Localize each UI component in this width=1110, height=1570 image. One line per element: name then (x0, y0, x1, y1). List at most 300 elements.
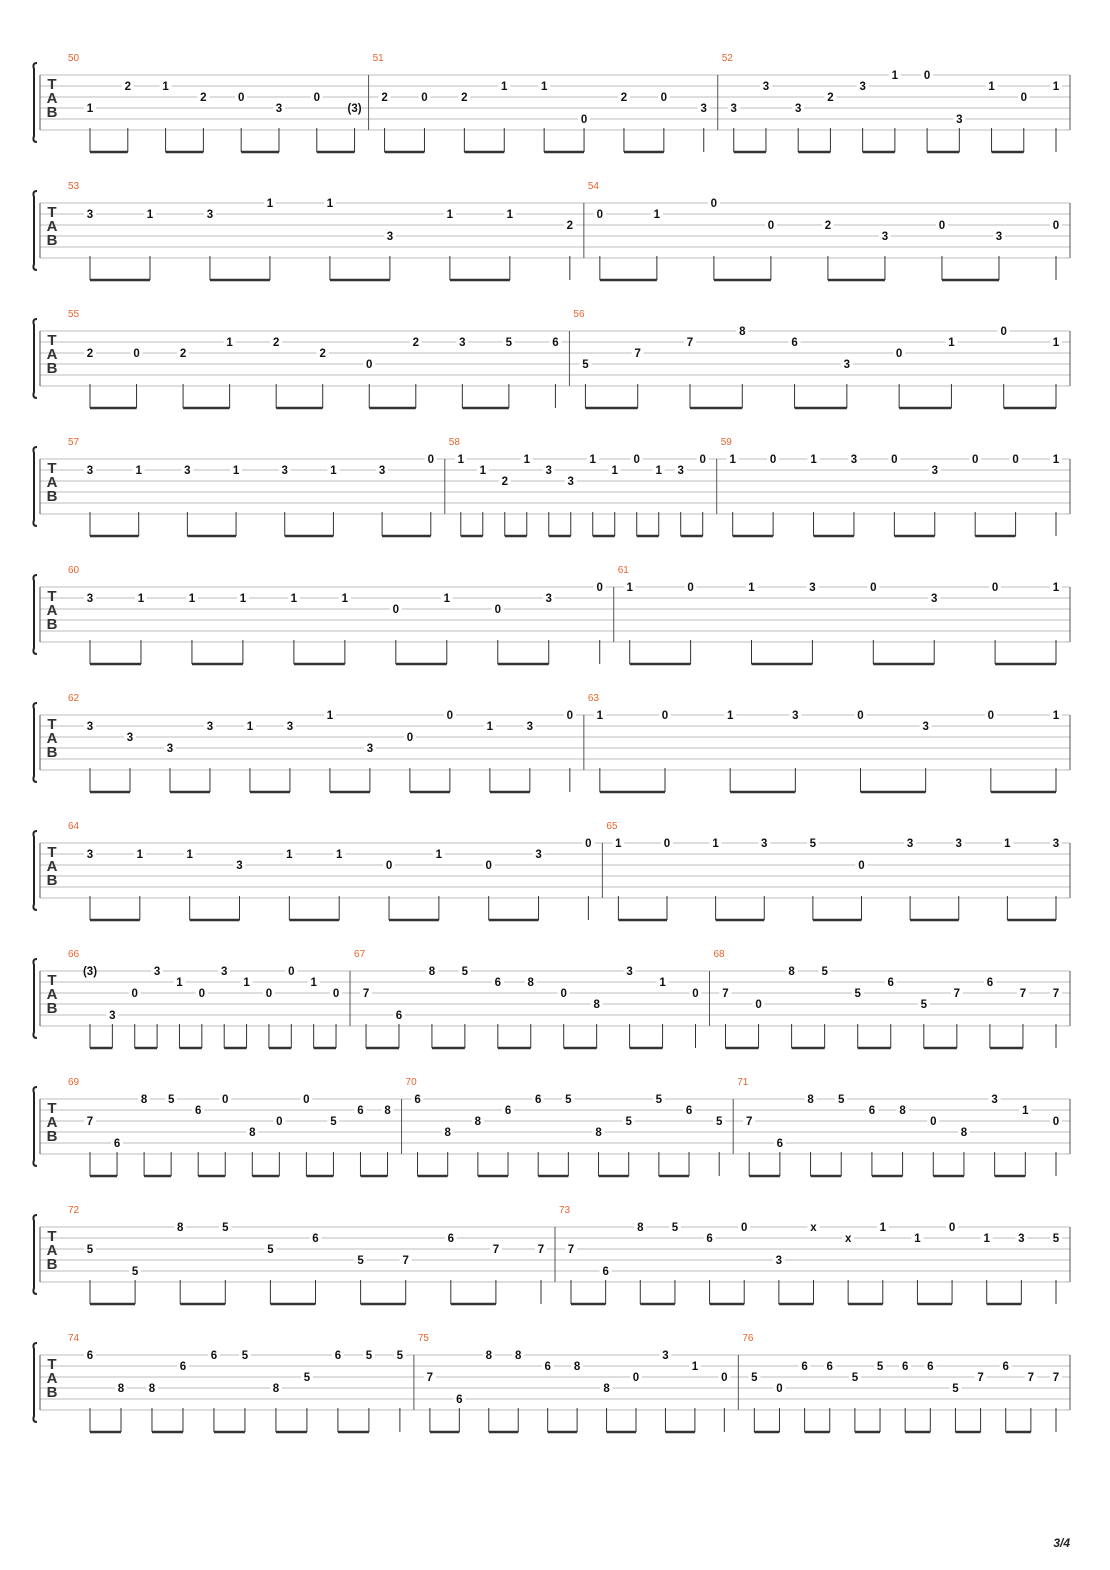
system-bracket (33, 575, 37, 654)
fret-number: 1 (879, 1222, 886, 1234)
fret-number: 3 (366, 743, 374, 755)
tab-clef-letter: A (46, 90, 58, 107)
tab-clef-letter: B (46, 744, 58, 761)
fret-number: 5 (365, 1350, 373, 1362)
fret-number: 1 (810, 454, 817, 466)
fret-number: 5 (671, 1222, 679, 1234)
fret-number: 5 (330, 1116, 337, 1128)
fret-number: 1 (330, 465, 337, 477)
fret-number: 0 (131, 988, 138, 1000)
tab-clef-letter: B (46, 488, 58, 505)
tab-clef-letter: T (47, 588, 57, 605)
fret-number: 6 (312, 1233, 319, 1245)
fret-number: 0 (265, 988, 273, 1000)
tab-clef-letter: T (47, 76, 57, 93)
fret-number: 3 (1018, 1233, 1025, 1245)
fret-number: 3 (567, 476, 574, 488)
fret-number: 0 (585, 838, 592, 850)
fret-number: 1 (506, 209, 514, 221)
fret-number: 8 (595, 1127, 602, 1139)
fret-number: 1 (1022, 1105, 1029, 1117)
fret-number: 1 (457, 454, 464, 466)
fret-number: 3 (86, 465, 94, 477)
measure-number: 58 (448, 437, 460, 448)
fret-number: 0 (930, 1116, 937, 1128)
fret-number: x (810, 1222, 817, 1234)
fret-number: 0 (237, 92, 245, 104)
fret-number: 3 (275, 103, 283, 115)
fret-number: 5 (565, 1094, 572, 1106)
fret-number: 1 (712, 838, 719, 850)
measure-number: 56 (573, 309, 585, 320)
fret-number: 7 (1052, 1372, 1060, 1384)
fret-number: 8 (140, 1094, 148, 1106)
fret-number: 0 (406, 732, 414, 744)
fret-number: 1 (540, 81, 548, 93)
fret-number: 0 (198, 988, 206, 1000)
fret-number: 5 (357, 1255, 364, 1267)
system-bracket (33, 1087, 37, 1166)
tab-clef-letter: A (46, 1242, 58, 1259)
fret-number: 3 (662, 1350, 669, 1362)
fret-number: 0 (288, 966, 295, 978)
measure-number: 50 (68, 53, 80, 64)
fret-number: 0 (857, 710, 864, 722)
fret-number: 6 (494, 977, 502, 989)
measure-number: 74 (68, 1333, 80, 1344)
fret-number: 3 (626, 966, 633, 978)
fret-number: 6 (456, 1394, 463, 1406)
fret-number: 8 (474, 1116, 482, 1128)
fret-number: 1 (443, 593, 451, 605)
measure-number: 75 (417, 1333, 430, 1344)
fret-number: 5 (838, 1094, 845, 1106)
fret-number: 6 (113, 1138, 121, 1150)
fret-number: 3 (86, 849, 94, 861)
fret-number: 2 (86, 348, 94, 360)
fret-number: 1 (162, 81, 169, 93)
fret-number: 0 (987, 710, 995, 722)
fret-number: 0 (895, 348, 903, 360)
fret-number: 1 (290, 593, 298, 605)
fret-number: 3 (859, 81, 866, 93)
fret-number: 7 (537, 1244, 545, 1256)
fret-number: 5 (131, 1266, 139, 1278)
fret-number: 2 (319, 348, 326, 360)
fret-number: 3 (850, 454, 858, 466)
system-bracket (33, 831, 37, 910)
tab-system (33, 821, 1070, 920)
fret-number: 1 (615, 838, 622, 850)
fret-number: 0 (421, 92, 428, 104)
fret-number: 3 (995, 231, 1003, 243)
fret-number: 5 (86, 1244, 94, 1256)
fret-number: 0 (566, 710, 574, 722)
fret-number: 7 (1027, 1372, 1035, 1384)
tab-clef-letter: T (47, 460, 57, 477)
fret-number: 6 (552, 337, 559, 349)
fret-number: 6 (504, 1105, 512, 1117)
fret-number: 7 (1019, 988, 1027, 1000)
fret-number: 0 (303, 1094, 310, 1106)
tab-clef-letter: A (46, 474, 58, 491)
fret-number: 8 (272, 1383, 280, 1395)
fret-number: 0 (660, 92, 668, 104)
fret-number: 2 (179, 348, 187, 360)
fret-number: 1 (243, 977, 250, 989)
fret-number: 1 (188, 593, 196, 605)
tab-clef-letter: A (46, 986, 58, 1003)
fret-number: 8 (485, 1350, 492, 1362)
tab-clef-letter: A (46, 1114, 58, 1131)
fret-number: 2 (620, 92, 628, 104)
fret-number: 1 (239, 593, 247, 605)
fret-number: 3 (166, 743, 174, 755)
fret-number: 3 (906, 838, 914, 850)
fret-number: 1 (914, 1233, 921, 1245)
fret-number: 1 (596, 710, 604, 722)
fret-number: 5 (222, 1222, 229, 1234)
fret-number: 3 (1052, 838, 1060, 850)
fret-number: 1 (729, 454, 736, 466)
fret-number: 0 (769, 454, 777, 466)
fret-number: 7 (953, 988, 961, 1000)
fret-number: 8 (603, 1383, 610, 1395)
fret-number: 1 (691, 1361, 699, 1373)
fret-number: 6 (791, 337, 798, 349)
fret-number: 1 (335, 849, 343, 861)
measure-number: 57 (68, 437, 80, 448)
measure-number: 60 (68, 565, 80, 576)
fret-number: 2 (272, 337, 280, 349)
fret-number: 3 (843, 359, 851, 371)
fret-number: 3 (153, 966, 161, 978)
fret-number: 8 (807, 1094, 814, 1106)
fret-number: 8 (515, 1350, 522, 1362)
fret-number: 1 (659, 977, 666, 989)
fret-number: 1 (326, 198, 334, 210)
fret-number: x (844, 1233, 852, 1245)
fret-number: 0 (1000, 326, 1007, 338)
fret-number: 1 (486, 721, 494, 733)
fret-number: 1 (226, 337, 233, 349)
fret-number: 3 (286, 721, 294, 733)
fret-number: 6 (86, 1350, 94, 1362)
fret-number: 5 (655, 1094, 663, 1106)
fret-number: 0 (222, 1094, 229, 1106)
fret-number: 0 (699, 454, 706, 466)
fret-number: 6 (210, 1350, 218, 1362)
fret-number: 2 (124, 81, 131, 93)
fret-number: 0 (767, 220, 775, 232)
fret-number: 5 (821, 966, 828, 978)
fret-number: 1 (135, 465, 142, 477)
fret-number: 3 (109, 1010, 116, 1022)
fret-number: 3 (792, 710, 799, 722)
fret-number: 6 (685, 1105, 693, 1117)
fret-number: 5 (241, 1350, 249, 1362)
fret-number: 7 (492, 1244, 500, 1256)
fret-number: 2 (200, 92, 207, 104)
fret-number: 6 (334, 1350, 342, 1362)
fret-number: 1 (1052, 710, 1060, 722)
fret-number: 7 (402, 1255, 409, 1267)
fret-number: 7 (1052, 988, 1060, 1000)
fret-number: 7 (567, 1244, 575, 1256)
fret-number: 6 (706, 1233, 713, 1245)
measure-number: 54 (587, 181, 599, 192)
fret-number: (3) (82, 966, 98, 978)
fret-number: 2 (566, 220, 574, 232)
fret-number: 1 (983, 1233, 990, 1245)
fret-number: 3 (86, 721, 94, 733)
tab-system (33, 693, 1070, 792)
fret-number: 1 (655, 465, 662, 477)
system-bracket (33, 447, 37, 526)
fret-number: 0 (710, 198, 718, 210)
fret-number: 1 (1052, 81, 1060, 93)
fret-number: 7 (86, 1116, 94, 1128)
fret-number: 0 (663, 838, 671, 850)
tab-clef-letter: B (46, 232, 58, 249)
fret-number: 3 (991, 1094, 998, 1106)
fret-number: 1 (435, 849, 443, 861)
fret-number: 8 (573, 1361, 581, 1373)
fret-number: 0 (858, 860, 865, 872)
fret-number: 1 (266, 198, 274, 210)
tab-clef-letter: T (47, 844, 57, 861)
measure-number: 71 (737, 1077, 749, 1088)
fret-number: 8 (899, 1105, 906, 1117)
system-bracket (33, 703, 37, 782)
fret-number: 0 (332, 988, 340, 1000)
fret-number: 6 (357, 1105, 364, 1117)
fret-number: 1 (988, 81, 995, 93)
page-number: 3/4 (1053, 1536, 1070, 1550)
fret-number: 0 (427, 454, 434, 466)
fret-number: 7 (686, 337, 694, 349)
fret-number: 3 (386, 231, 394, 243)
fret-number: 0 (755, 999, 762, 1011)
fret-number: 7 (722, 988, 729, 1000)
fret-number: 0 (580, 114, 588, 126)
fret-number: 8 (593, 999, 600, 1011)
fret-number: 0 (776, 1383, 783, 1395)
tab-clef-letter: A (46, 346, 58, 363)
fret-number: 0 (1052, 220, 1060, 232)
fret-number: 3 (762, 81, 770, 93)
fret-number: 1 (626, 582, 633, 594)
fret-number: 3 (535, 849, 542, 861)
tab-system (33, 1205, 1070, 1304)
measure-number: 62 (68, 693, 80, 704)
fret-number: 3 (730, 103, 737, 115)
fret-number: 6 (602, 1266, 609, 1278)
fret-number: 1 (523, 454, 530, 466)
system-bracket (33, 1215, 37, 1294)
tab-clef-letter: T (47, 1100, 57, 1117)
fret-number: 6 (826, 1361, 833, 1373)
system-bracket (33, 1343, 37, 1422)
fret-number: 5 (582, 359, 589, 371)
tab-clef-letter: A (46, 602, 58, 619)
fret-number: 3 (930, 593, 938, 605)
fret-number: 8 (788, 966, 795, 978)
fret-number: 1 (446, 209, 454, 221)
fret-number: 8 (960, 1127, 968, 1139)
fret-number: 0 (721, 1372, 728, 1384)
fret-number: 8 (739, 326, 746, 338)
tab-clef-letter: B (46, 360, 58, 377)
fret-number: 5 (505, 337, 513, 349)
fret-number: 2 (461, 92, 468, 104)
measure-number: 52 (721, 53, 733, 64)
fret-number: 5 (851, 1372, 859, 1384)
fret-number: 7 (634, 348, 641, 360)
fret-number: 0 (971, 454, 979, 466)
fret-number: 8 (249, 1127, 256, 1139)
fret-number: 3 (378, 465, 386, 477)
fret-number: 6 (395, 1010, 403, 1022)
tab-clef-letter: A (46, 730, 58, 747)
fret-number: 0 (692, 988, 699, 1000)
fret-number: 5 (303, 1372, 311, 1384)
fret-number: 5 (715, 1116, 723, 1128)
fret-number: 0 (385, 860, 393, 872)
fret-number: 0 (392, 604, 400, 616)
fret-number: 3 (955, 838, 962, 850)
fret-number: 1 (1052, 454, 1060, 466)
fret-number: 0 (991, 582, 999, 594)
tab-clef-letter: T (47, 716, 57, 733)
fret-number: 0 (1012, 454, 1019, 466)
fret-number: 5 (854, 988, 861, 1000)
measure-number: 51 (372, 53, 384, 64)
fret-number: 1 (146, 209, 154, 221)
fret-number: 3 (459, 337, 466, 349)
fret-number: 1 (326, 710, 334, 722)
fret-number: 0 (560, 988, 567, 1000)
fret-number: 7 (977, 1372, 984, 1384)
fret-number: 0 (596, 582, 603, 594)
fret-number: 0 (446, 710, 454, 722)
fret-number: 6 (868, 1105, 876, 1117)
tab-system (33, 1333, 1070, 1432)
fret-number: 6 (414, 1094, 421, 1106)
tab-clef-letter: A (46, 218, 58, 235)
fret-number: 7 (362, 988, 370, 1000)
tab-system (33, 309, 1070, 408)
fret-number: 0 (661, 710, 669, 722)
tab-system (33, 949, 1070, 1048)
fret-number: 0 (891, 454, 898, 466)
fret-number: 3 (931, 465, 938, 477)
tab-clef-letter: B (46, 104, 58, 121)
fret-number: 6 (447, 1233, 455, 1245)
tab-system (33, 565, 1070, 664)
fret-number: 6 (901, 1361, 909, 1373)
fret-number: 0 (741, 1222, 748, 1234)
fret-number: 6 (1002, 1361, 1009, 1373)
fret-number: 3 (236, 860, 243, 872)
fret-number: 7 (426, 1372, 434, 1384)
fret-number: 1 (479, 465, 486, 477)
fret-number: 8 (148, 1383, 156, 1395)
fret-number: 1 (589, 454, 596, 466)
fret-number: 3 (761, 838, 768, 850)
fret-number: 1 (653, 209, 661, 221)
fret-number: 8 (527, 977, 534, 989)
fret-number: 1 (726, 710, 734, 722)
system-bracket (33, 319, 37, 398)
fret-number: 5 (809, 838, 817, 850)
fret-number: 1 (286, 849, 293, 861)
fret-number: 0 (923, 70, 931, 82)
tab-clef-letter: T (47, 1228, 57, 1245)
fret-number: 1 (341, 593, 349, 605)
fret-number: 0 (632, 1372, 640, 1384)
tab-clef-letter: A (46, 858, 58, 875)
fret-number: 3 (126, 732, 134, 744)
fret-number: 0 (633, 454, 640, 466)
tab-clef-letter: B (46, 1128, 58, 1145)
fret-number: 0 (1020, 92, 1027, 104)
tab-clef-letter: T (47, 204, 57, 221)
fret-number: 1 (501, 81, 508, 93)
fret-number: 3 (281, 465, 288, 477)
measure-number: 65 (606, 821, 618, 832)
fret-number: 1 (137, 593, 145, 605)
fret-number: 1 (310, 977, 317, 989)
tab-clef-letter: B (46, 1000, 58, 1017)
fret-number: 6 (887, 977, 894, 989)
fret-number: 0 (687, 582, 694, 594)
fret-number: 6 (986, 977, 994, 989)
fret-number: 3 (922, 721, 929, 733)
fret-number: 1 (891, 70, 899, 82)
fret-number: 0 (494, 604, 501, 616)
tab-clef-letter: A (46, 1370, 58, 1387)
fret-number: 3 (677, 465, 684, 477)
measure-number: 76 (742, 1333, 754, 1344)
tab-system (33, 53, 1070, 152)
fret-number: 3 (545, 593, 552, 605)
fret-number: 0 (870, 582, 877, 594)
fret-number: 7 (745, 1116, 753, 1128)
fret-number: 8 (117, 1383, 125, 1395)
tab-clef-letter: T (47, 332, 57, 349)
fret-number: 3 (526, 721, 534, 733)
fret-number: 6 (927, 1361, 934, 1373)
fret-number: 5 (167, 1094, 175, 1106)
fret-number: 1 (948, 337, 955, 349)
tab-system (33, 181, 1070, 280)
fret-number: 0 (485, 860, 492, 872)
fret-number: 3 (86, 209, 94, 221)
measure-number: 61 (617, 565, 629, 576)
tab-clef-letter: B (46, 616, 58, 633)
fret-number: 1 (1052, 582, 1060, 594)
fret-number: 6 (534, 1094, 542, 1106)
tab-clef-letter: T (47, 1356, 57, 1373)
fret-number: 0 (948, 1222, 956, 1234)
fret-number: (3) (347, 103, 362, 115)
fret-number: 0 (276, 1116, 283, 1128)
fret-number: 5 (920, 999, 928, 1011)
fret-number: 2 (381, 92, 388, 104)
fret-number: 0 (366, 359, 373, 371)
tab-clef-letter: B (46, 1384, 58, 1401)
